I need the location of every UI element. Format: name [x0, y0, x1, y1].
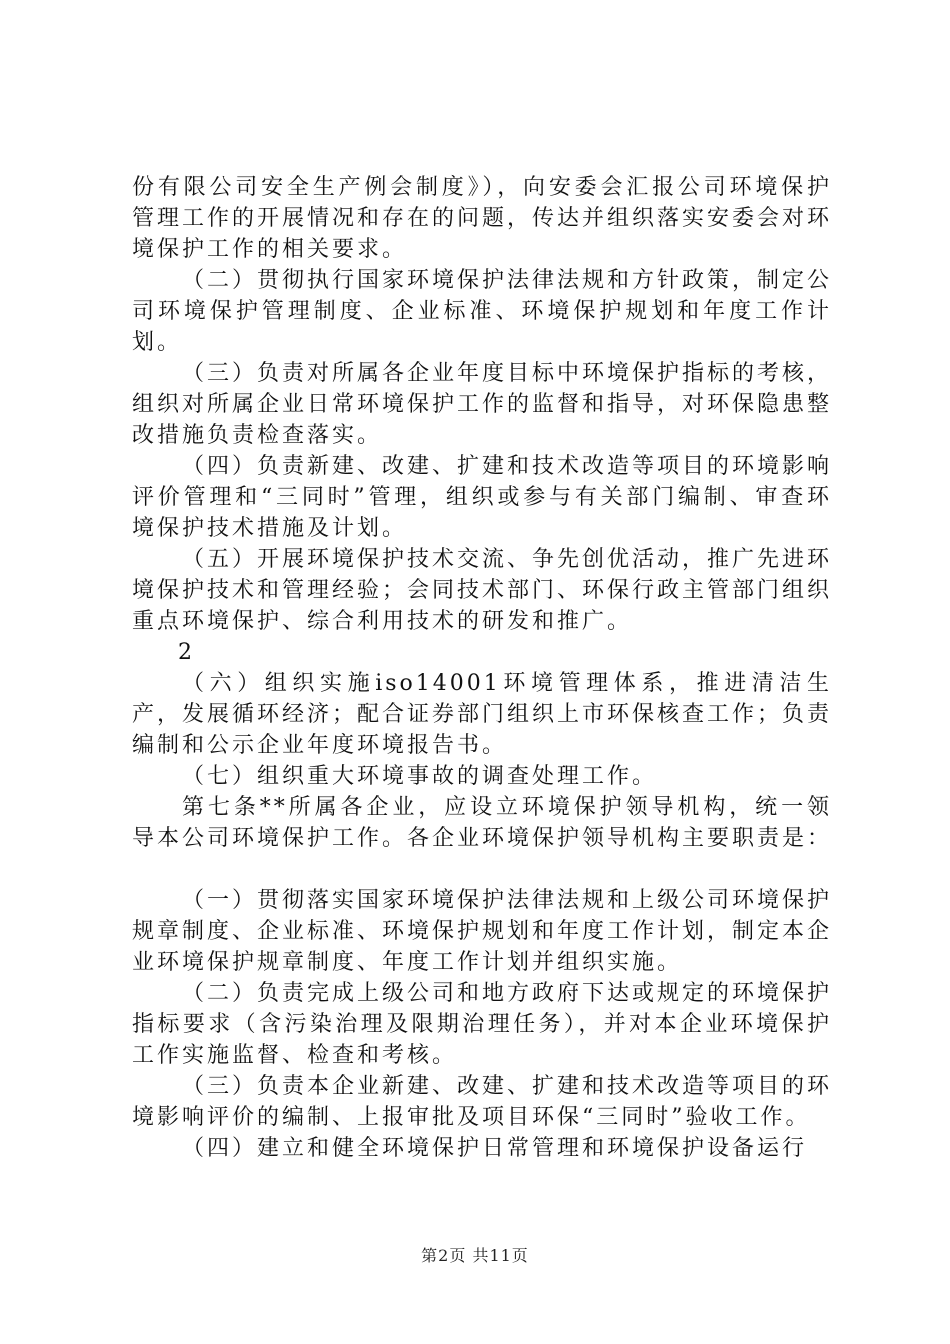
paragraph-duty-2: （二）负责完成上级公司和地方政府下达或规定的环境保护指标要求（含污染治理及限期治理任务），并对本企业环境保护工作实施监督、检查和考核。: [132, 981, 833, 1068]
paragraph-item-4: （四）负责新建、改建、扩建和技术改造等项目的环境影响评价管理和“三同时”管理，组织或参与有关部门编制、审查环境保护技术措施及计划。: [132, 454, 833, 541]
inline-page-marker: 2: [178, 640, 192, 665]
paragraph-duty-3: （三）负责本企业新建、改建、扩建和技术改造等项目的环境影响评价的编制、上报审批及项目环保“三同时”验收工作。: [132, 1074, 833, 1130]
paragraph-item-5: （五）开展环境保护技术交流、争先创优活动，推广先进环境保护技术和管理经验；会同技术部门、环保行政主管部门组织重点环境保护、综合利用技术的研发和推广。: [132, 547, 833, 634]
paragraph-continued: 份有限公司安全生产例会制度》），向安委会汇报公司环境保护管理工作的开展情况和存在的问题，传达并组织落实安委会对环境保护工作的相关要求。: [132, 175, 833, 262]
paragraph-item-3: （三）负责对所属各企业年度目标中环境保护指标的考核，组织对所属企业日常环境保护工作的监督和指导，对环保隐患整改措施负责检查落实。: [132, 361, 833, 448]
paragraph-duty-1: （一）贯彻落实国家环境保护法律法规和上级公司环境保护规章制度、企业标准、环境保护规划和年度工作计划，制定本企业环境保护规章制度、年度工作计划并组织实施。: [132, 888, 833, 975]
paragraph-item-2: （二）贯彻执行国家环境保护法律法规和方针政策，制定公司环境保护管理制度、企业标准、环境保护规划和年度工作计划。: [132, 268, 833, 355]
paragraph-item-6: （六）组织实施iso14001环境管理体系，推进清洁生产，发展循环经济；配合证券部门组织上市环保核查工作；负责编制和公示企业年度环境报告书。: [132, 671, 833, 758]
document-body: [132, 172, 832, 1164]
paragraph-article-7: 第七条**所属各企业，应设立环境保护领导机构，统一领导本公司环境保护工作。各企业环境保护领导机构主要职责是：: [132, 795, 833, 851]
page-number-footer: 第2页 共11页: [421, 1246, 529, 1265]
paragraph-item-7: （七）组织重大环境事故的调查处理工作。: [182, 764, 658, 789]
paragraph-duty-4: （四）建立和健全环境保护日常管理和环境保护设备运行: [182, 1136, 808, 1161]
